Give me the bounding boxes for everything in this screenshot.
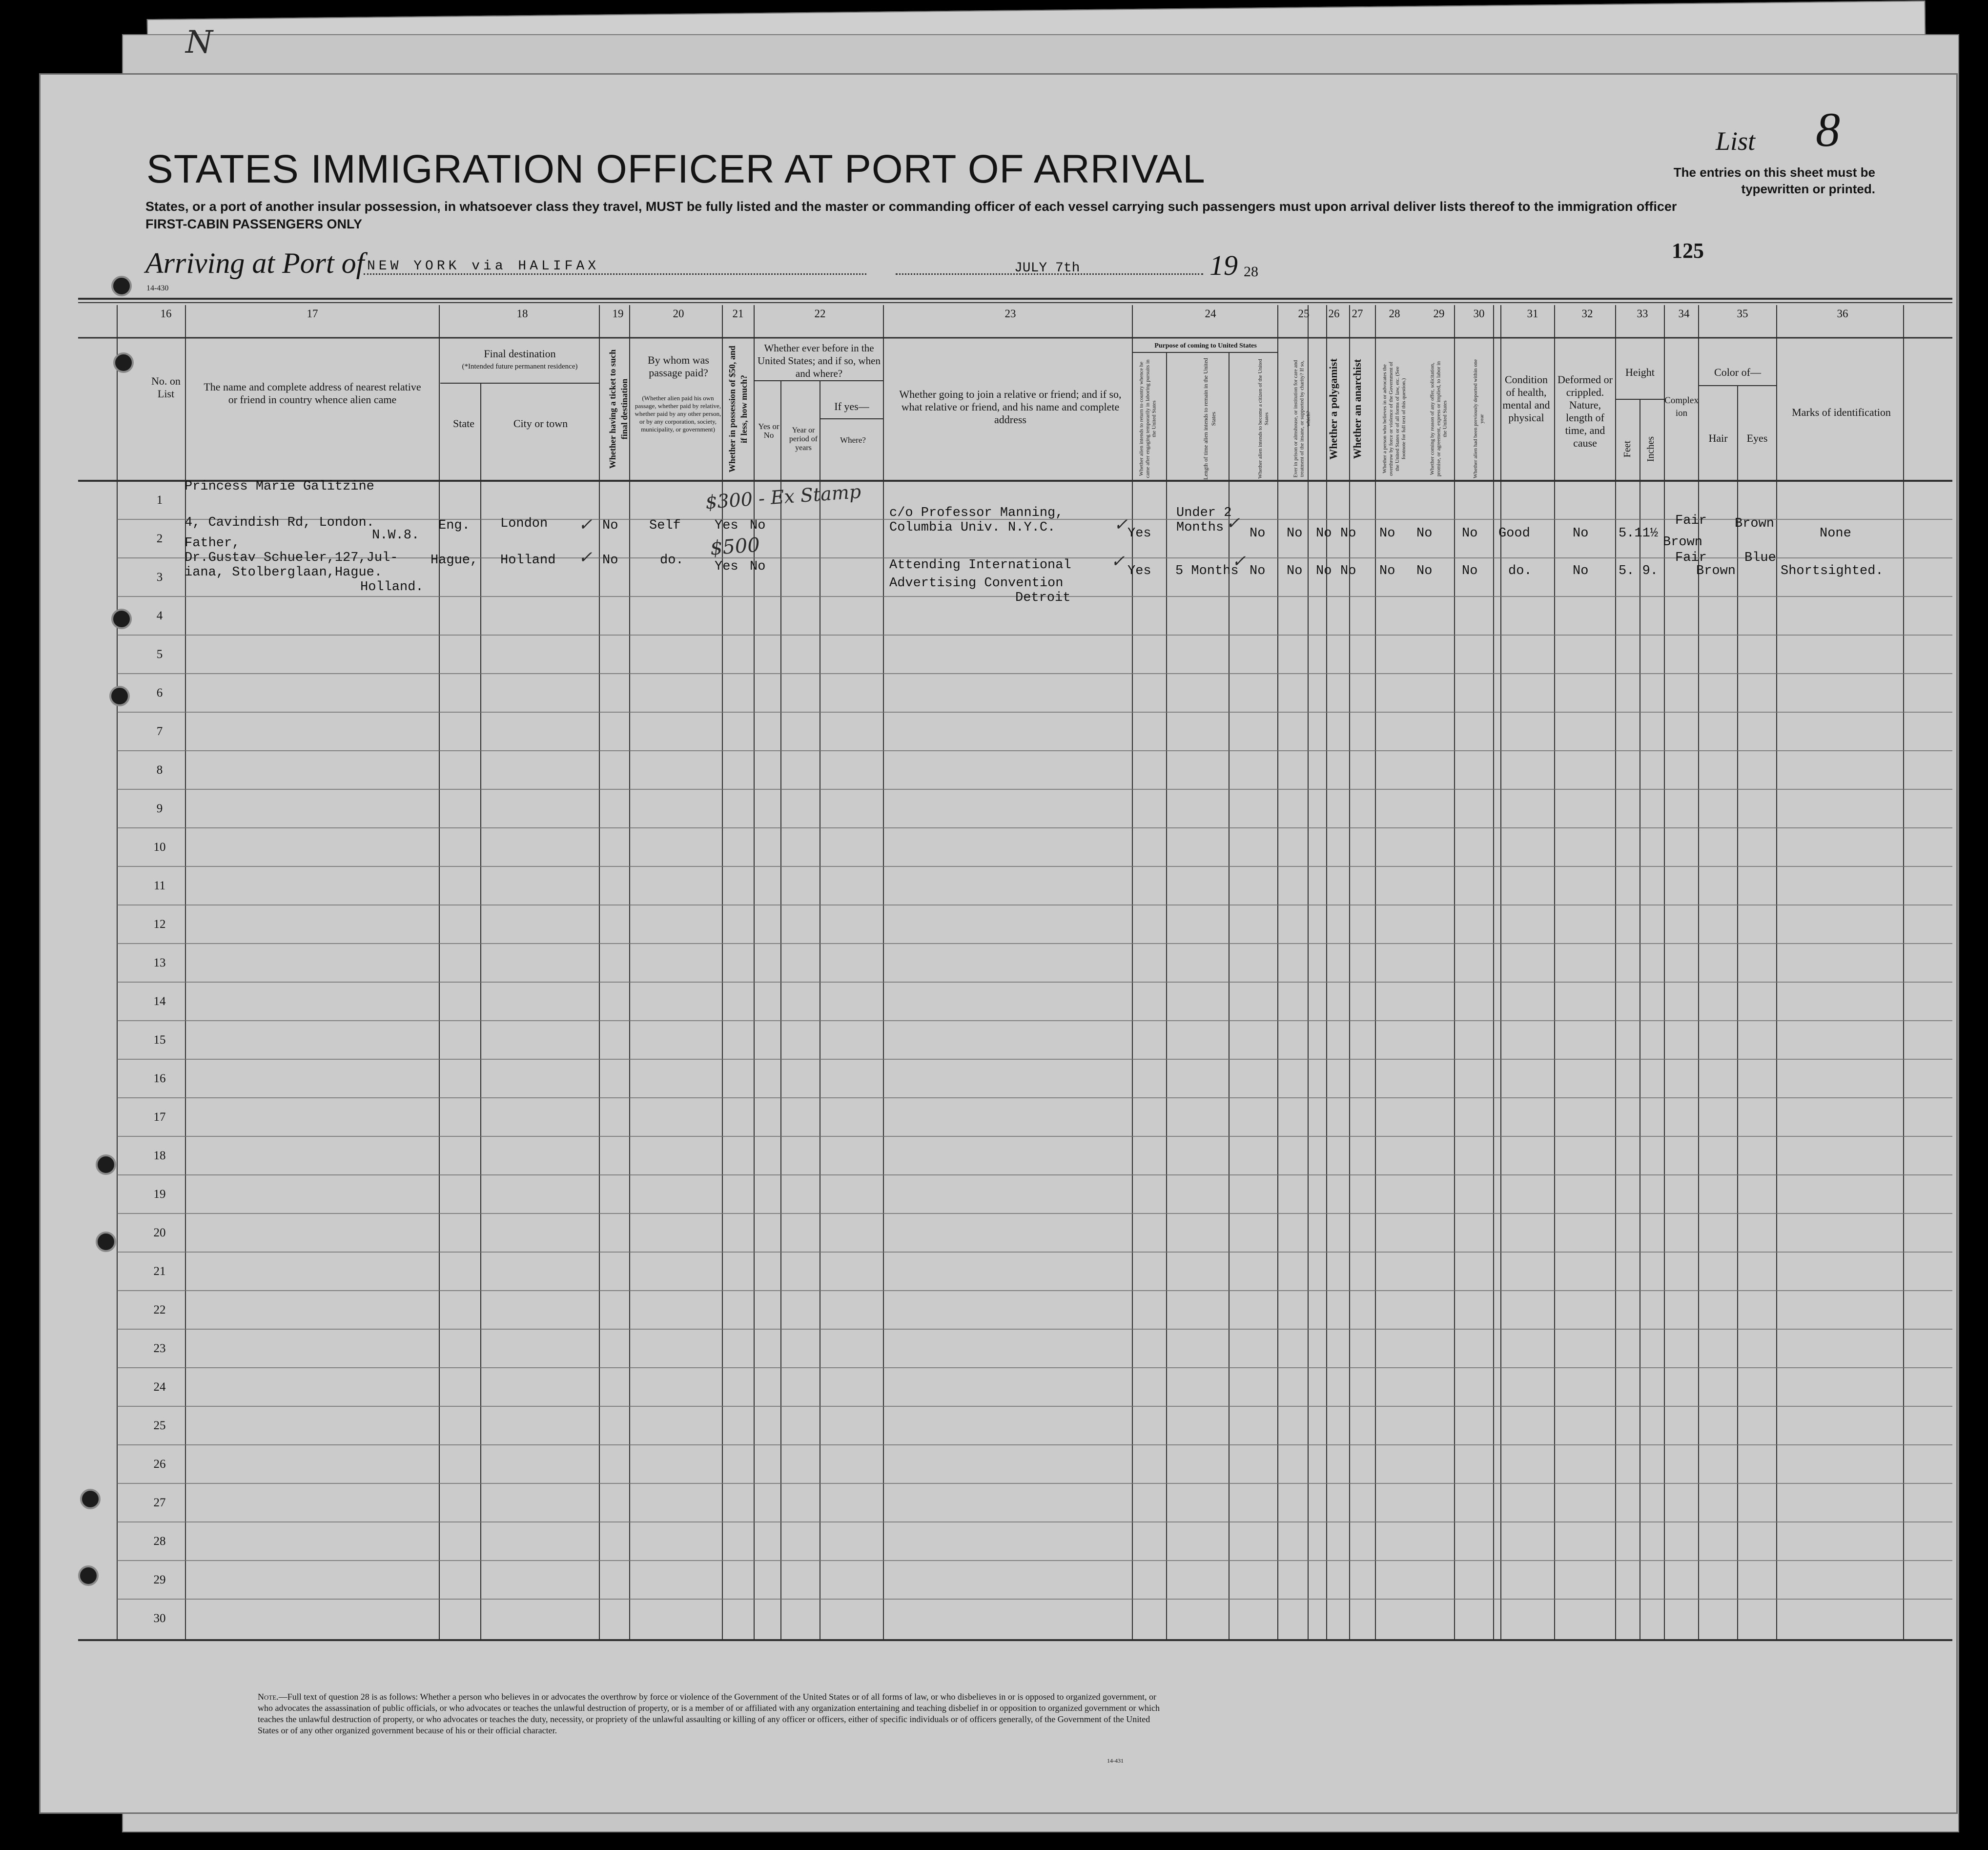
entry-2-length-line-1: 5 Months (1175, 564, 1239, 578)
punch-hole (96, 1154, 116, 1175)
entry-1-polygamist: No (1316, 526, 1332, 541)
column-number: 26 (1328, 308, 1340, 320)
row-number: 14 (153, 995, 166, 1008)
punch-hole (78, 1565, 99, 1586)
entry-1-eyes: Brown (1735, 516, 1775, 531)
header-labor: Whether coming by reason of any offer, solicitation, promise, or agreement, express or implied, to labor in the United States (1429, 361, 1448, 477)
entry-2-join-line-2: Advertising Convention (889, 576, 1064, 591)
typewritten-note: The entries on this sheet must be typewritten or printed. (1673, 165, 1875, 196)
port-dotted-line (364, 273, 866, 275)
column-number: 19 (612, 308, 624, 320)
row-number: 4 (156, 609, 163, 622)
entry-2-citizen: No (1250, 564, 1266, 578)
entry-2-health: do. (1508, 564, 1532, 578)
column-number: 21 (732, 308, 744, 320)
entry-2-before: No (750, 559, 766, 574)
header-citizen: Whether alien intends to become a citizen of the United States (1257, 359, 1270, 479)
column-number: 33 (1637, 308, 1648, 320)
entry-2-ticket: No (602, 553, 618, 568)
header-anarchist: Whether an anarchist (1351, 359, 1363, 459)
entry-1-money: Yes (715, 518, 738, 533)
entry-2-eyes: Blue (1744, 551, 1776, 565)
port-value: NEW YORK via HALIFAX (367, 259, 600, 274)
row-number: 19 (153, 1188, 166, 1201)
row-number: 22 (153, 1303, 166, 1316)
entry-2-height: 5. 9. (1619, 564, 1659, 578)
class-text: FIRST-CABIN PASSENGERS ONLY (145, 217, 363, 231)
entry-1-hair: Brown (1663, 535, 1703, 550)
entry-1-city: London (500, 516, 548, 531)
header-ticket: Whether having a ticket to such final destination (608, 349, 629, 469)
header-where: Where? (840, 435, 866, 445)
header-prison: Ever in prison or almshouse, or institution for care and treatment of the insane, or supported by charity? If so, which? (1292, 360, 1312, 478)
form-number: 14-430 (146, 284, 169, 292)
header-nearest-relative: The name and complete address of nearest relative or friend in country whence alien came (204, 381, 421, 406)
column-number: 16 (160, 308, 172, 320)
entry-1-length-line-1: Under 2 (1176, 506, 1232, 520)
sheet-number: 125 (1672, 239, 1704, 263)
entry-2-join-line-1: Attending International (889, 558, 1071, 573)
instructions-text: States, or a port of another insular possession, in whatsoever class they travel, MUST be fully listed and the master or commanding officer of each vessel carrying such passengers must upon arrival deliver lists thereof to the immigration officer (145, 199, 1677, 214)
column-number: 20 (673, 308, 684, 320)
punch-hole (111, 276, 132, 296)
entry-2-prison: No (1287, 564, 1303, 578)
column-number: 28 (1389, 308, 1400, 320)
header-deformed: Deformed or crippled. Nature, length of time, and cause (1557, 373, 1613, 449)
entry-2-city: Holland (500, 553, 556, 568)
header-feet: Feet (1622, 440, 1633, 458)
entry-2-citizen-check: ✓ (1232, 552, 1246, 571)
entry-2-state: Hague, (430, 553, 478, 568)
page-title: STATES IMMIGRATION OFFICER AT PORT OF ARRIVAL (146, 147, 1206, 191)
row-number: 15 (153, 1033, 166, 1047)
row-number: 5 (156, 648, 163, 661)
footnote-text: —Full text of question 28 is as follows: Whether a person who believes in or advocates the overthrow by force or violence of the Government of the United States or of all forms of law, or who disbelieves in or is opposed to organized government, or who advocates the assassination of public officials, or who advocates or teaches the unlawful destruction of property, or is a member of or affiliated with any organization entertaining and teaching disbelief in or opposition to organized government or which teaches the unlawful destruction of property, or who advocates or teaches the duty, necessity, or propriety of the unlawful assaulting or killing of any officer or officers, either of specific individuals or of officers generally, of the Government of the United States or of any other organized government because of his or their official character. (258, 1692, 1160, 1735)
column-number: 36 (1837, 308, 1848, 320)
entry-2-anarchist: No (1340, 564, 1356, 578)
year-prefix: 19 (1209, 249, 1238, 281)
header-complexion: Complexion (1664, 395, 1699, 418)
row-number: 3 (156, 571, 163, 584)
header-overthrow: Whether a person who believes in or advocates the overthrow by force or violence of the Government of the United States or of all forms of law, etc. (See footnote for full text of this question.) (1382, 362, 1407, 476)
header-final-destination: Final destination (484, 348, 556, 360)
column-number: 18 (516, 308, 528, 320)
date-value: JULY 7th (1014, 261, 1080, 276)
header-health: Condition of health, mental and physical (1502, 373, 1550, 424)
row-number: 11 (153, 879, 166, 892)
entry-2-join-line-3: Detroit (1015, 591, 1071, 605)
column-number: 23 (1004, 308, 1016, 320)
header-yes-no: Yes or No (758, 422, 779, 440)
row-number: 24 (153, 1380, 166, 1394)
row-number: 20 (153, 1226, 166, 1239)
row-number: 27 (153, 1496, 166, 1509)
punch-hole (80, 1489, 101, 1509)
header-height: Height (1625, 366, 1655, 378)
row-number: 13 (153, 956, 166, 969)
entry-1-join-line-1: c/o Professor Manning, (889, 506, 1064, 520)
row-number: 6 (156, 686, 163, 699)
entry-1-deformed: No (1573, 526, 1589, 541)
entry-1-citizen-check: ✓ (1226, 514, 1240, 533)
entry-1-citizen: No (1250, 526, 1266, 541)
column-number: 24 (1205, 308, 1216, 320)
entry-2-relative-line-2: Dr.Gustav Schueler,127,Jul- (184, 551, 398, 565)
entry-1-relative-line-2: 4, Cavindish Rd, London. (184, 515, 374, 530)
entry-2-ticket-check: ✓ (578, 548, 593, 567)
entry-2-marks: Shortsighted. (1781, 564, 1884, 578)
header-inches: Inches (1645, 436, 1656, 462)
entry-2-relative-line-1: Father, (184, 536, 240, 551)
entry-2-return: Yes (1127, 564, 1151, 578)
entry-2-money-handwritten: $500 (709, 534, 761, 560)
column-number: 30 (1473, 308, 1485, 320)
entry-1-paid-by: Self (649, 518, 681, 533)
header-passage-paid-note: (Whether alien paid his own passage, whether paid by relative, whether paid by any other person, or by any corporation, society, municipality, or government) (635, 394, 721, 433)
entry-2-complexion: Fair (1675, 551, 1707, 565)
row-number: 7 (156, 725, 163, 738)
punch-hole (109, 686, 130, 706)
entry-2-deported: No (1462, 564, 1478, 578)
entry-2-relative-line-4: Holland. (360, 580, 424, 595)
entry-1-complexion: Fair (1675, 514, 1707, 528)
row-number: 30 (153, 1612, 166, 1625)
entry-2-paid-by: do. (660, 553, 684, 568)
entry-1-state: Eng. (438, 518, 470, 533)
row-number: 16 (153, 1072, 166, 1085)
header-deported: Whether alien had been previously deported within one year (1473, 359, 1485, 479)
footnote (258, 1691, 1166, 1736)
entry-1-ticket-check: ✓ (578, 515, 593, 534)
column-number: 27 (1352, 308, 1363, 320)
column-number: 29 (1433, 308, 1445, 320)
footnote-form-number: 14-431 (1107, 1757, 1124, 1764)
header-hair: Hair (1708, 432, 1728, 444)
column-number: 22 (814, 308, 826, 320)
row-number: 18 (153, 1149, 166, 1162)
header-join-relative: Whether going to join a relative or friend; and if so, what relative or friend, and his name and complete address (899, 388, 1122, 426)
header-city: City or town (513, 417, 568, 430)
entry-1-join-line-2: Columbia Univ. N.Y.C. (889, 520, 1056, 535)
entry-1-health: Good (1498, 526, 1530, 541)
entry-1-ticket: No (602, 518, 618, 533)
row-number: 26 (153, 1458, 166, 1471)
column-number: 25 (1298, 308, 1310, 320)
column-number: 35 (1737, 308, 1748, 320)
arriving-label: Arriving at Port of (145, 247, 365, 279)
year-suffix: 28 (1244, 264, 1258, 280)
entry-1-join-check: ✓ (1114, 515, 1128, 534)
punch-hole (113, 352, 134, 373)
header-polygamist: Whether a polygamist (1327, 358, 1339, 460)
entry-1-height: 5.11½ (1619, 526, 1659, 541)
column-number: 34 (1678, 308, 1690, 320)
entry-2-labor: No (1416, 564, 1433, 578)
header-money: Whether in possession of $50, and if less, how much? (727, 346, 749, 473)
row-number: 17 (153, 1110, 166, 1124)
entry-2-money: Yes (715, 559, 738, 574)
header-color-of: Color of— (1714, 366, 1761, 378)
header-if-yes: If yes— (834, 400, 869, 412)
row-number: 28 (153, 1535, 166, 1548)
entry-1-before: No (750, 518, 766, 533)
margin-mark: N (185, 24, 213, 61)
entry-2-relative-line-3: iana, Stolberglaan,Hague. (184, 565, 383, 580)
footnote-label: Note. (258, 1692, 279, 1702)
entry-1-labor: No (1416, 526, 1433, 541)
entry-2-polygamist: No (1316, 564, 1332, 578)
punch-hole (96, 1232, 116, 1252)
header-passage-paid: By whom was passage paid? (648, 354, 709, 379)
entry-1-anarchist: No (1340, 526, 1356, 541)
row-number: 12 (153, 918, 166, 931)
column-number: 32 (1581, 308, 1593, 320)
header-state: State (453, 417, 474, 430)
row-number: 1 (156, 493, 163, 507)
row-number: 9 (156, 802, 163, 815)
row-number: 25 (153, 1419, 166, 1432)
row-number: 21 (153, 1265, 166, 1278)
row-number: 10 (153, 841, 166, 854)
entry-1-marks: None (1820, 526, 1851, 541)
column-number: 31 (1527, 308, 1538, 320)
punch-hole (111, 609, 132, 629)
header-length: Length of time alien intends to remain in the United States (1202, 358, 1217, 480)
header-purpose: Purpose of coming to United States (1154, 342, 1257, 349)
header-no-on-list: No. on List (151, 375, 181, 400)
entry-1-money-handwritten: $300 - Ex Stamp (704, 480, 862, 514)
entry-2-deformed: No (1573, 564, 1589, 578)
entry-1-relative-line-1: Princess Marie Galitzine (184, 479, 374, 494)
entry-1-prison: No (1287, 526, 1303, 541)
entry-2-overthrow: No (1379, 564, 1395, 578)
header-before-in-us: Whether ever before in the United States; and if so, when and where? (758, 342, 881, 379)
header-year: Year or period of years (789, 426, 818, 452)
column-number: 17 (307, 308, 318, 320)
entry-2-join-check: ✓ (1111, 552, 1125, 571)
entry-1-overthrow: No (1379, 526, 1395, 541)
header-marks: Marks of identification (1792, 406, 1891, 418)
entry-1-relative-line-3: N.W.8. (372, 528, 420, 543)
row-number: 29 (153, 1573, 166, 1586)
header-final-destination-note: (*Intended future permanent residence) (462, 363, 578, 370)
row-number: 2 (156, 532, 163, 545)
entry-1-return: Yes (1127, 526, 1151, 541)
row-number: 8 (156, 763, 163, 777)
list-number: 8 (1816, 103, 1840, 157)
entry-1-deported: No (1462, 526, 1478, 541)
row-number: 23 (153, 1342, 166, 1355)
header-return: Whether alien intends to return to country whence he came after engaging temporarily in laboring pursuits in the United States (1138, 359, 1157, 478)
list-label: List (1716, 126, 1756, 156)
entry-2-hair: Brown (1696, 564, 1736, 578)
header-eyes: Eyes (1746, 432, 1768, 444)
entry-1-length-line-2: Months (1176, 520, 1224, 535)
